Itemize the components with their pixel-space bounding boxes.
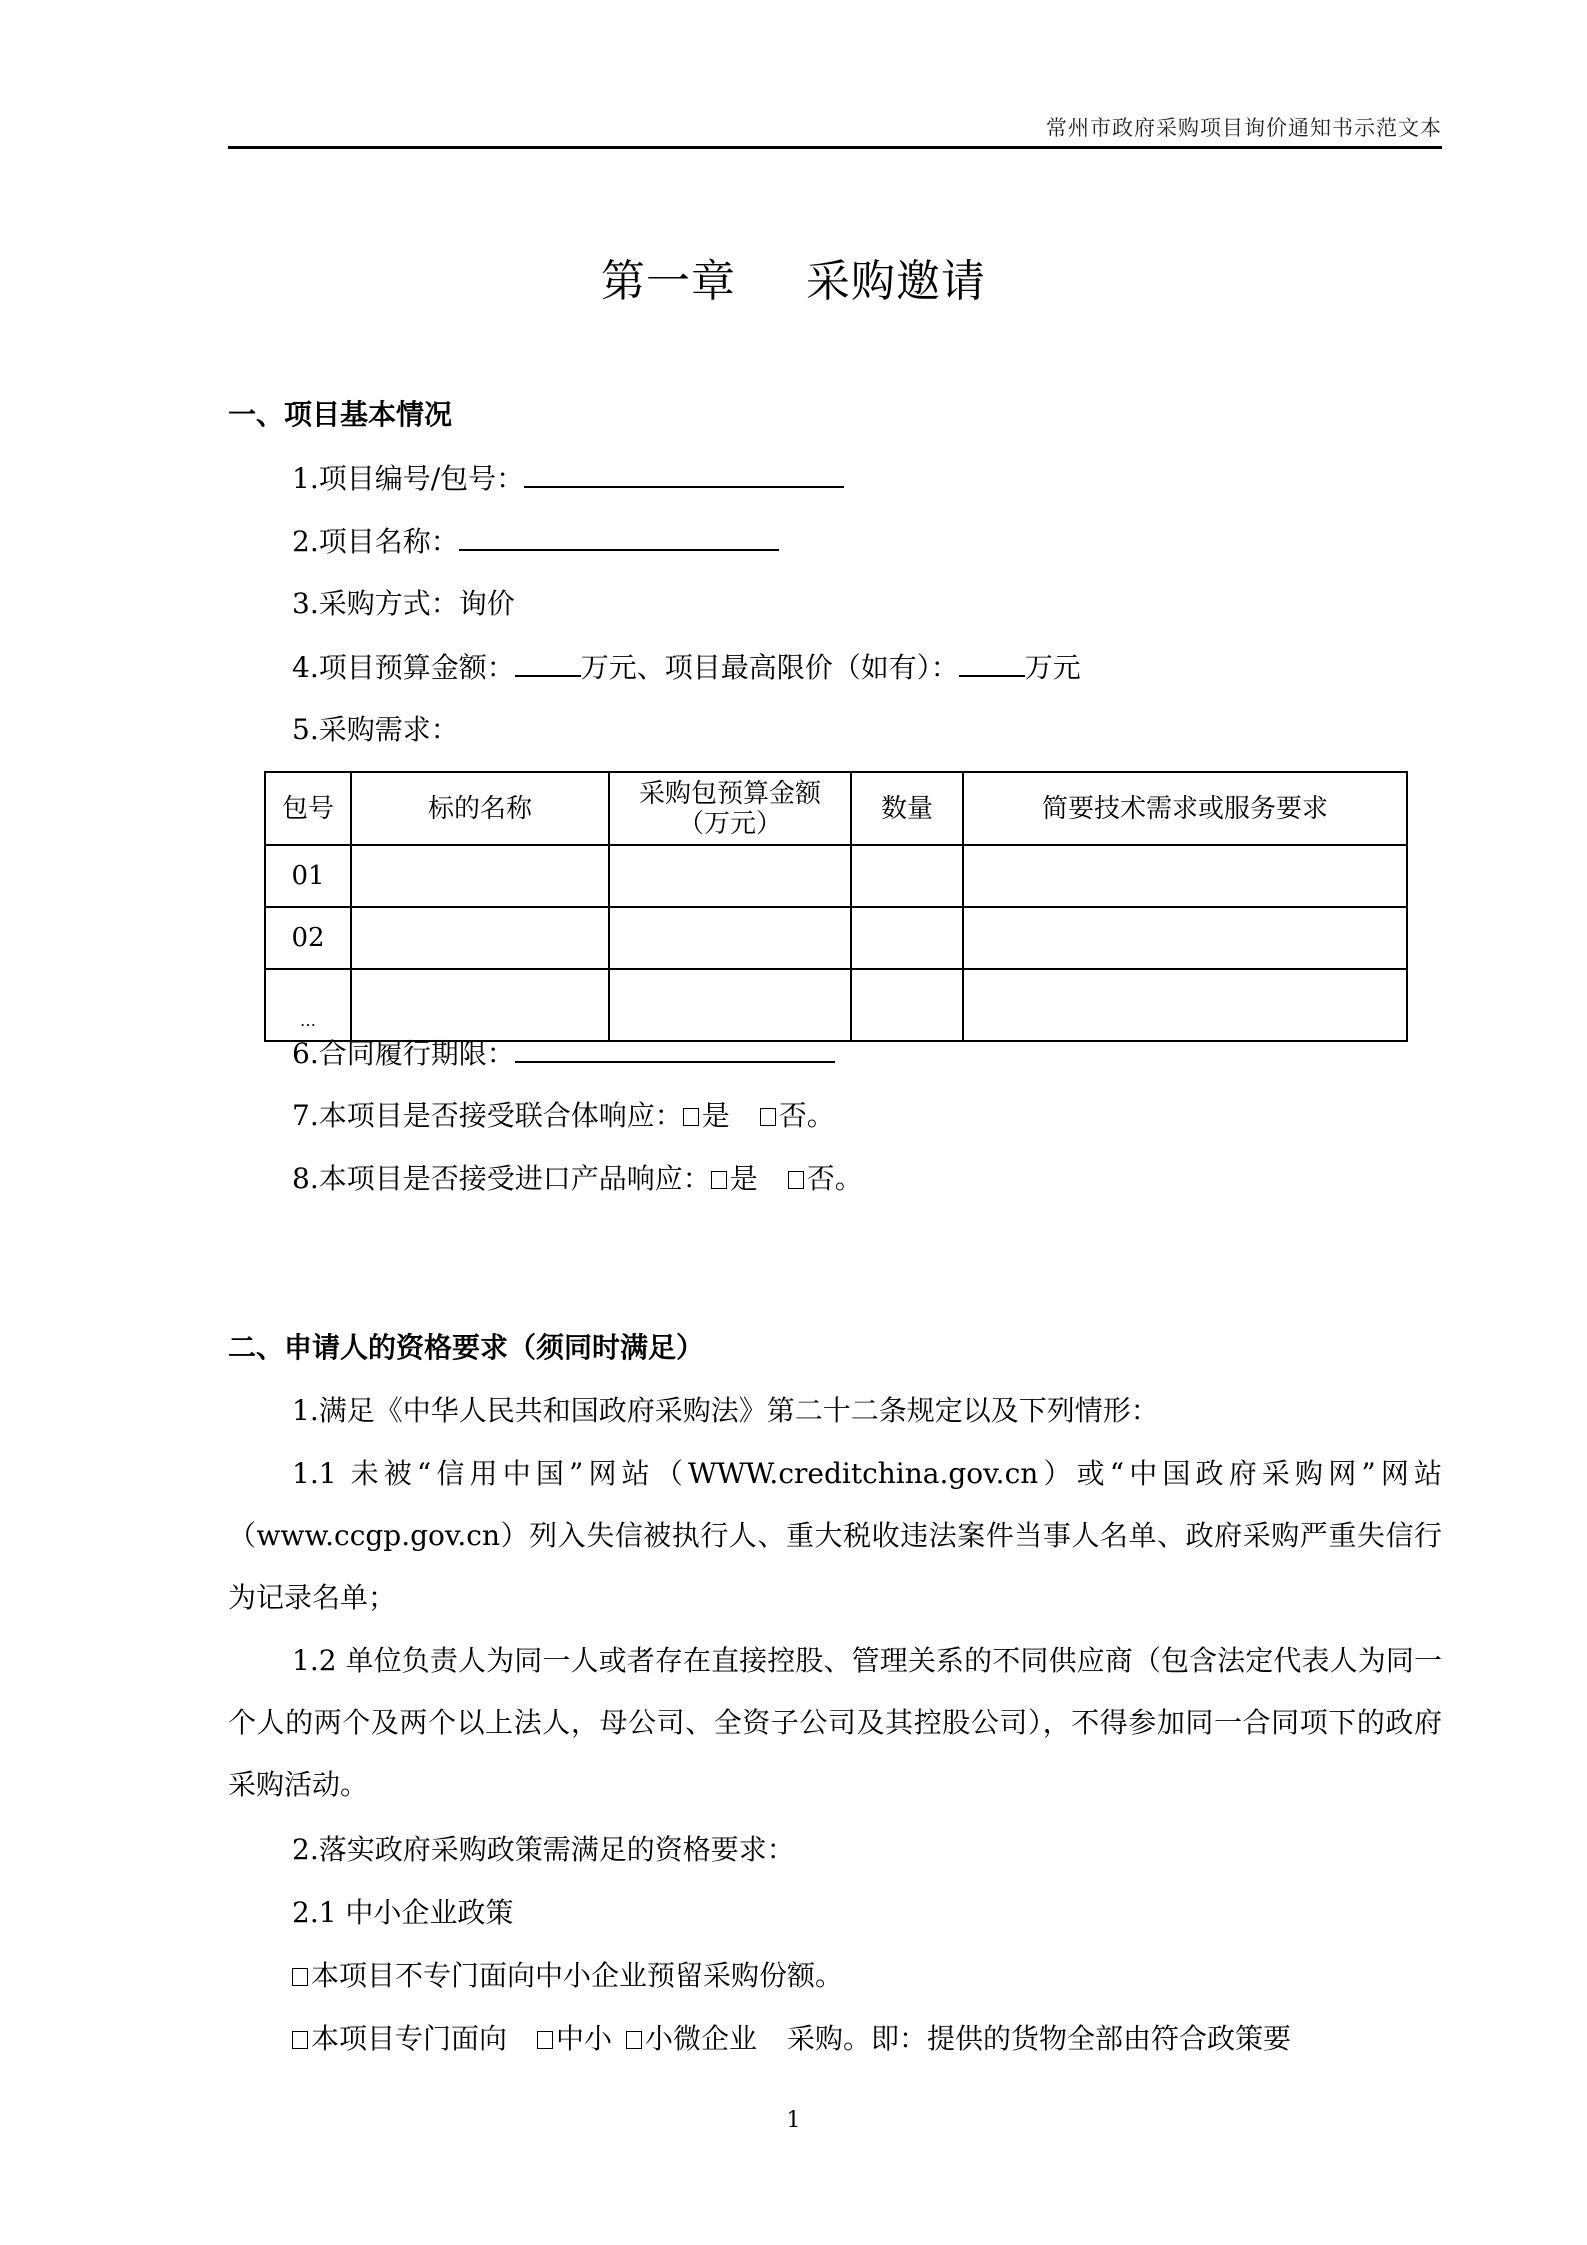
contract-period-blank[interactable] xyxy=(515,1035,835,1063)
item-project-number xyxy=(292,460,844,497)
consortium-label: 7.本项目是否接受联合体响应： xyxy=(292,1099,683,1132)
cell-tech[interactable] xyxy=(963,907,1407,969)
consortium-no-label: 否。 xyxy=(778,1099,835,1132)
qualification-1-1: 1.1 未被“信用中国”网站（WWW.creditchina.gov.cn）或“中国政府采购网”网站（www.ccgp.gov.cn）列入失信被执行人、重大税收违法案件当事人名单、政府采购严重失信行为记录名单； xyxy=(228,1457,1442,1614)
table-header-row xyxy=(265,772,1407,845)
chapter-title xyxy=(0,245,1587,309)
consortium-yes-checkbox[interactable] xyxy=(683,1108,699,1126)
header-rule xyxy=(228,146,1442,149)
table-row xyxy=(265,969,1407,1041)
section1-heading: 一、项目基本情况 xyxy=(228,398,453,431)
sme-reserved-label: 本项目专门面向 xyxy=(311,2022,508,2055)
cell-quantity[interactable] xyxy=(851,845,963,907)
item-project-name-label: 2.项目名称： xyxy=(292,525,459,558)
sme-option-not-reserved xyxy=(292,1958,843,1994)
qualification-1-2: 1.2 单位负责人为同一人或者存在直接控股、管理关系的不同供应商（包含法定代表人为同一个人的两个及两个以上法人，母公司、全资子公司及其控股公司），不得参加同一合同项下的政府采购活动。 xyxy=(228,1644,1442,1801)
cell-budget[interactable] xyxy=(609,907,851,969)
sme-micro-label: 小微企业 xyxy=(645,2022,758,2055)
imported-no-checkbox[interactable] xyxy=(788,1171,804,1189)
qualification-2-1: 2.1 中小企业政策 xyxy=(292,1896,514,1929)
consortium-yes-label: 是 xyxy=(701,1099,730,1132)
cell-package-no: 01 xyxy=(265,845,351,907)
cell-item-name[interactable] xyxy=(351,845,609,907)
max-price-blank[interactable] xyxy=(959,649,1025,677)
table-row xyxy=(265,845,1407,907)
item-requirements: 5.采购需求： xyxy=(292,713,459,746)
imported-yes-checkbox[interactable] xyxy=(711,1171,727,1189)
sme-medium-small-checkbox[interactable] xyxy=(537,2031,553,2049)
item-project-name xyxy=(292,523,779,560)
item-contract-period xyxy=(292,1035,835,1072)
contract-period-label: 6.合同履行期限： xyxy=(292,1037,515,1070)
cell-tech[interactable] xyxy=(963,969,1407,1041)
sme-medium-small-label: 中小 xyxy=(556,2022,613,2055)
imported-yes-label: 是 xyxy=(729,1162,758,1195)
max-price-unit: 万元 xyxy=(1024,651,1081,684)
cell-item-name[interactable] xyxy=(351,907,609,969)
item-consortium xyxy=(292,1098,835,1134)
sme-reserved-text: 采购。即：提供的货物全部由符合政策要 xyxy=(787,2022,1292,2055)
cell-package-no: 02 xyxy=(265,907,351,969)
header-tech-requirements: 简要技术需求或服务要求 xyxy=(963,772,1407,845)
item-procurement-method: 3.采购方式：询价 xyxy=(292,587,515,620)
cell-package-no: … xyxy=(265,969,351,1041)
table-row xyxy=(265,907,1407,969)
page-number: 1 xyxy=(786,2108,801,2133)
sme-option-reserved xyxy=(292,2021,1291,2057)
qualification-1: 1.满足《中华人民共和国政府采购法》第二十二条规定以及下列情形： xyxy=(292,1394,1159,1427)
imported-label: 8.本项目是否接受进口产品响应： xyxy=(292,1162,711,1195)
header-quantity: 数量 xyxy=(851,772,963,845)
consortium-no-checkbox[interactable] xyxy=(760,1108,776,1126)
sme-reserved-checkbox[interactable] xyxy=(292,2031,308,2049)
header-package-no: 包号 xyxy=(265,772,351,845)
cell-tech[interactable] xyxy=(963,845,1407,907)
cell-quantity[interactable] xyxy=(851,969,963,1041)
project-name-blank[interactable] xyxy=(459,523,779,551)
header-item-name: 标的名称 xyxy=(351,772,609,845)
sme-not-reserved-checkbox[interactable] xyxy=(292,1968,308,1986)
cell-quantity[interactable] xyxy=(851,907,963,969)
item-budget xyxy=(292,649,1081,686)
imported-no-label: 否。 xyxy=(806,1162,863,1195)
header-budget: 采购包预算金额 （万元） xyxy=(609,772,851,845)
requirements-table xyxy=(264,771,1408,1042)
item-project-number-label: 1.项目编号/包号： xyxy=(292,462,525,495)
section2-heading: 二、申请人的资格要求（须同时满足） xyxy=(228,1331,705,1364)
cell-item-name[interactable] xyxy=(351,969,609,1041)
sme-micro-checkbox[interactable] xyxy=(626,2031,642,2049)
cell-budget[interactable] xyxy=(609,969,851,1041)
running-header: 常州市政府采购项目询价通知书示范文本 xyxy=(1046,116,1442,140)
budget-label: 4.项目预算金额： xyxy=(292,651,515,684)
cell-budget[interactable] xyxy=(609,845,851,907)
qualification-2: 2.落实政府采购政策需满足的资格要求： xyxy=(292,1833,795,1866)
budget-blank[interactable] xyxy=(515,649,581,677)
max-price-label: 万元、项目最高限价（如有）： xyxy=(580,651,959,684)
chapter-number: 第一章 xyxy=(601,256,736,307)
sme-not-reserved-label: 本项目不专门面向中小企业预留采购份额。 xyxy=(311,1959,844,1992)
item-imported-products xyxy=(292,1161,863,1197)
project-number-blank[interactable] xyxy=(524,460,844,488)
chapter-name: 采购邀请 xyxy=(806,256,986,307)
